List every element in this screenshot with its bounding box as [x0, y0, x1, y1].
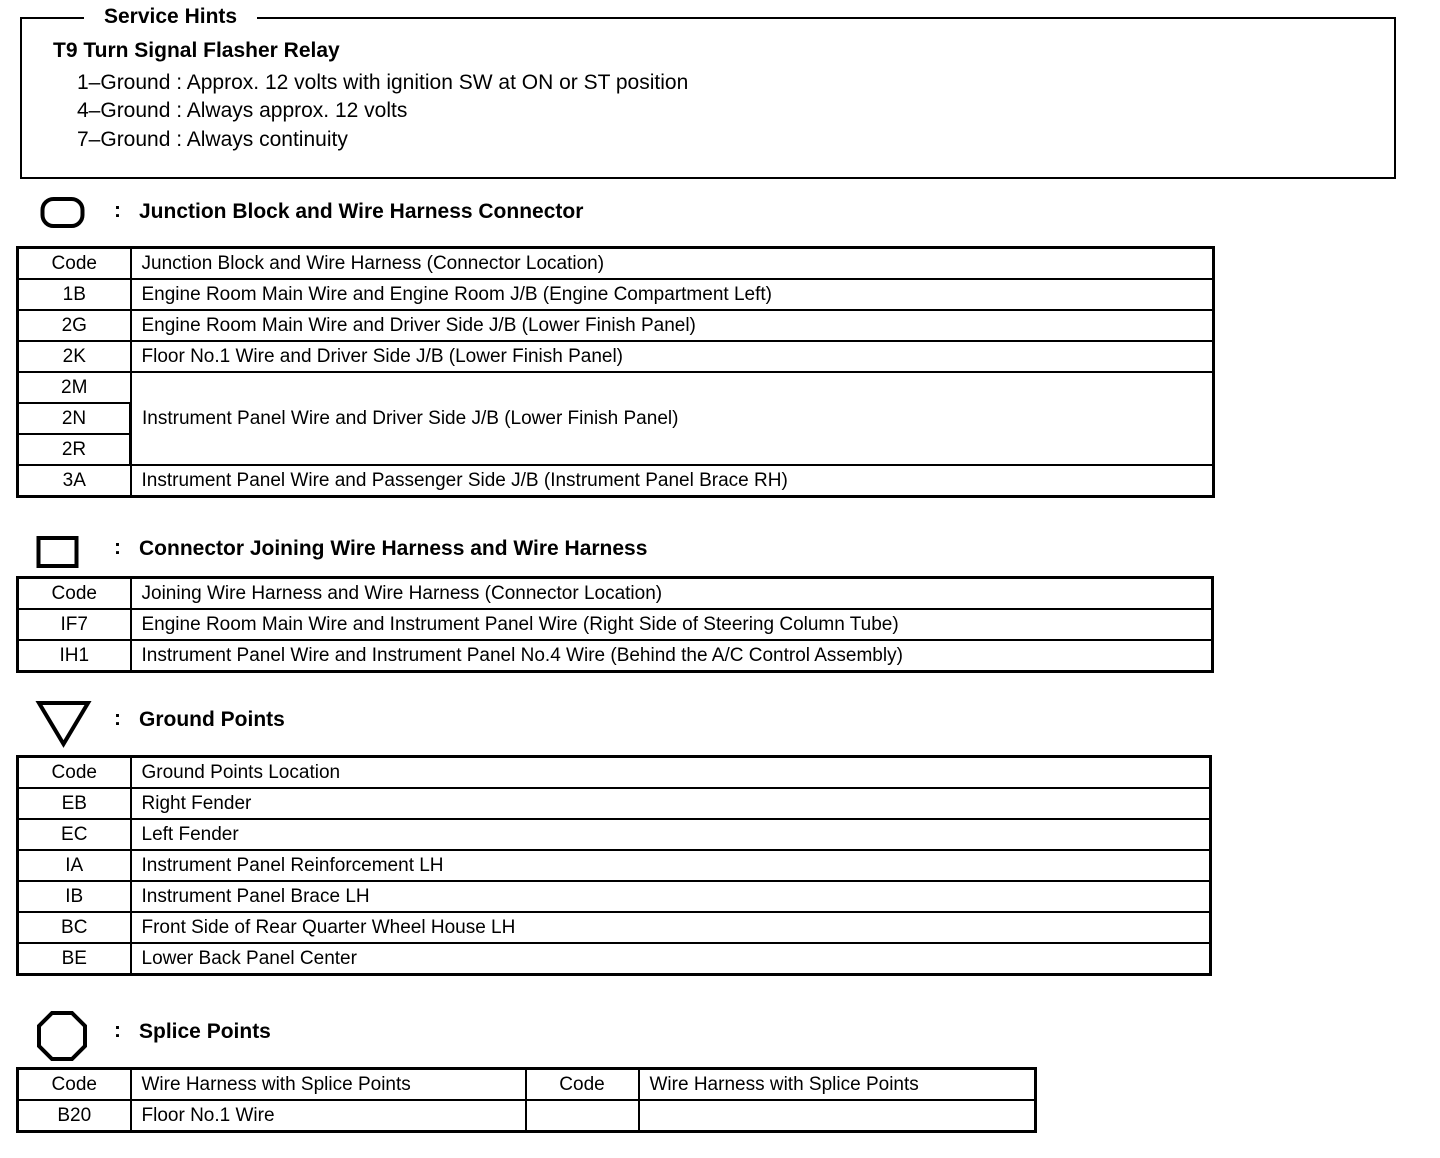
service-hint-line: 1–Ground : Approx. 12 volts with ignition SW at ON or ST position [77, 71, 689, 94]
row-code: EB [18, 788, 131, 819]
row-description: Floor No.1 Wire [131, 1100, 526, 1132]
row-code: 1B [18, 279, 131, 310]
square-icon [36, 535, 80, 569]
header-description: Ground Points Location [131, 757, 1211, 789]
table-row [18, 341, 1214, 372]
connector-section-title: Connector Joining Wire Harness and Wire Harness [139, 537, 648, 560]
row-description: Left Fender [131, 819, 1211, 850]
ground-table [16, 755, 1212, 976]
row-code: 3A [18, 465, 131, 497]
table-row [18, 279, 1214, 310]
row-code: IH1 [18, 640, 131, 672]
row-description: Engine Room Main Wire and Engine Room J/B (Engine Compartment Left) [131, 279, 1214, 310]
table-header-row [18, 1069, 1036, 1101]
row-code: 2M [18, 372, 131, 403]
row-code: EC [18, 819, 131, 850]
row-code: BE [18, 943, 131, 975]
header-description: Wire Harness with Splice Points [131, 1069, 526, 1101]
row-code: 2G [18, 310, 131, 341]
service-hint-line: 7–Ground : Always continuity [77, 128, 348, 151]
row-code: BC [18, 912, 131, 943]
row-description: Floor No.1 Wire and Driver Side J/B (Lower Finish Panel) [131, 341, 1214, 372]
row-description: Lower Back Panel Center [131, 943, 1211, 975]
table-row [18, 465, 1214, 497]
header-description: Joining Wire Harness and Wire Harness (Connector Location) [131, 578, 1213, 610]
header-description: Junction Block and Wire Harness (Connector Location) [131, 248, 1214, 280]
row-code: 2K [18, 341, 131, 372]
header-code: Code [18, 757, 131, 789]
table-row [18, 850, 1211, 881]
row-description: Engine Room Main Wire and Driver Side J/B (Lower Finish Panel) [131, 310, 1214, 341]
row-description: Instrument Panel Brace LH [131, 881, 1211, 912]
row-description: Right Fender [131, 788, 1211, 819]
table-header-row [18, 248, 1214, 280]
header-code: Code [18, 1069, 131, 1101]
header-code-2: Code [526, 1069, 639, 1101]
row-description: Instrument Panel Wire and Instrument Panel No.4 Wire (Behind the A/C Control Assembly) [131, 640, 1213, 672]
table-row [18, 819, 1211, 850]
table-row [18, 310, 1214, 341]
row-code: IB [18, 881, 131, 912]
header-code: Code [18, 578, 131, 610]
row-description: Instrument Panel Reinforcement LH [131, 850, 1211, 881]
junction-table [16, 246, 1215, 498]
table-row [18, 640, 1213, 672]
row-description: Front Side of Rear Quarter Wheel House LH [131, 912, 1211, 943]
table-row [18, 912, 1211, 943]
section-colon: : [114, 536, 121, 559]
header-description-2: Wire Harness with Splice Points [639, 1069, 1036, 1101]
service-hint-line: 4–Ground : Always approx. 12 volts [77, 99, 408, 122]
service-hints-title: T9 Turn Signal Flasher Relay [53, 39, 340, 62]
row-code: 2N [18, 403, 131, 434]
ground-section-title: Ground Points [139, 708, 285, 731]
row-description: Instrument Panel Wire and Passenger Side J/B (Instrument Panel Brace RH) [131, 465, 1214, 497]
table-row [18, 372, 1214, 403]
table-row [18, 609, 1213, 640]
header-code: Code [18, 248, 131, 280]
connector-table [16, 576, 1214, 673]
row-description-2 [639, 1100, 1036, 1132]
splice-section-title: Splice Points [139, 1020, 271, 1043]
table-header-row [18, 757, 1211, 789]
table-row [18, 788, 1211, 819]
row-code: IA [18, 850, 131, 881]
table-header-row [18, 578, 1213, 610]
service-hints-legend: Service Hints [84, 4, 257, 30]
section-colon: : [114, 1019, 121, 1042]
row-code-2 [526, 1100, 639, 1132]
octagon-icon [36, 1010, 88, 1062]
table-row [18, 881, 1211, 912]
row-description: Engine Room Main Wire and Instrument Panel Wire (Right Side of Steering Column Tube) [131, 609, 1213, 640]
junction-section-title: Junction Block and Wire Harness Connector [139, 200, 584, 223]
row-code: IF7 [18, 609, 131, 640]
splice-table [16, 1067, 1037, 1133]
section-colon: : [114, 707, 121, 730]
row-description: Instrument Panel Wire and Driver Side J/B (Lower Finish Panel) [131, 372, 1214, 465]
table-row [18, 943, 1211, 975]
down-triangle-icon [36, 700, 92, 748]
row-code: 2R [18, 434, 131, 465]
rounded-rectangle-icon [40, 196, 86, 230]
section-colon: : [114, 199, 121, 222]
row-code: B20 [18, 1100, 131, 1132]
table-row [18, 1100, 1036, 1132]
